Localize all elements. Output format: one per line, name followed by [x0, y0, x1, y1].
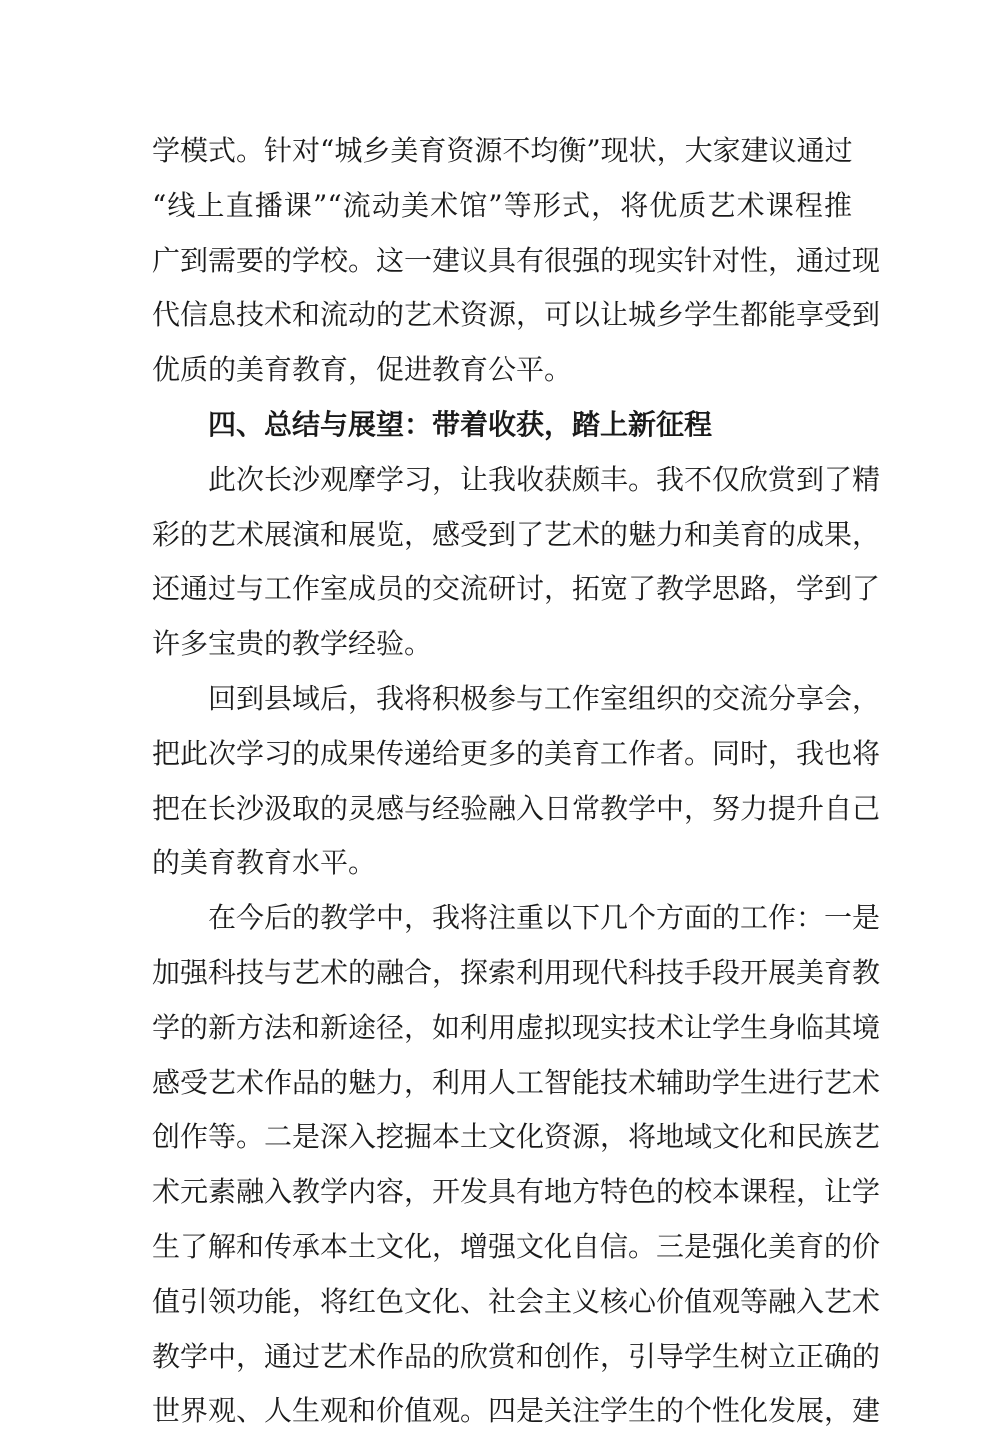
text-line: 广到需要的学校。这一建议具有很强的现实针对性，通过现	[152, 243, 881, 277]
text-line: 彩的艺术展演和展览，感受到了艺术的魅力和美育的成果，	[152, 517, 881, 551]
text-line: 学模式。针对“城乡美育资源不均衡”现状，大家建议通过	[152, 134, 853, 167]
text-line: 创作等。二是深入挖掘本土文化资源，将地域文化和民族艺	[152, 1120, 881, 1154]
text-line: 世界观、人生观和价值观。四是关注学生的个性化发展，建	[152, 1394, 881, 1428]
text-line: 加强科技与艺术的融合，探索利用现代科技手段开展美育教	[152, 955, 881, 989]
text-line: 代信息技术和流动的艺术资源，可以让城乡学生都能享受到	[152, 298, 881, 332]
text-line: 此次长沙观摩学习，让我收获颇丰。我不仅欣赏到了精	[208, 462, 881, 496]
text-line: 在今后的教学中，我将注重以下几个方面的工作：一是	[208, 901, 881, 935]
section-heading: 四、总结与展望：带着收获，踏上新征程	[208, 407, 713, 441]
text-line: 教学中，通过艺术作品的欣赏和创作，引导学生树立正确的	[152, 1339, 881, 1373]
text-line: 回到县域后，我将积极参与工作室组织的交流分享会，	[208, 681, 881, 715]
text-line: 学的新方法和新途径，如利用虚拟现实技术让学生身临其境	[152, 1010, 881, 1044]
text-line: 把此次学习的成果传递给更多的美育工作者。同时，我也将	[152, 736, 881, 770]
document-body	[152, 124, 881, 1439]
text-line: 还通过与工作室成员的交流研讨，拓宽了教学思路，学到了	[152, 572, 881, 606]
text-line: “线上直播课”“流动美术馆”等形式，将优质艺术课程推	[152, 188, 852, 222]
text-line: 优质的美育教育，促进教育公平。	[152, 353, 573, 387]
text-line: 感受艺术作品的魅力，利用人工智能技术辅助学生进行艺术	[152, 1065, 881, 1099]
text-line: 许多宝贵的教学经验。	[152, 627, 433, 661]
text-line: 值引领功能，将红色文化、社会主义核心价值观等融入艺术	[152, 1284, 881, 1318]
text-line: 生了解和传承本土文化，增强文化自信。三是强化美育的价	[152, 1229, 881, 1263]
text-line: 术元素融入教学内容，开发具有地方特色的校本课程，让学	[152, 1175, 881, 1209]
text-line: 的美育教育水平。	[152, 846, 377, 880]
text-line: 把在长沙汲取的灵感与经验融入日常教学中，努力提升自己	[152, 791, 881, 825]
